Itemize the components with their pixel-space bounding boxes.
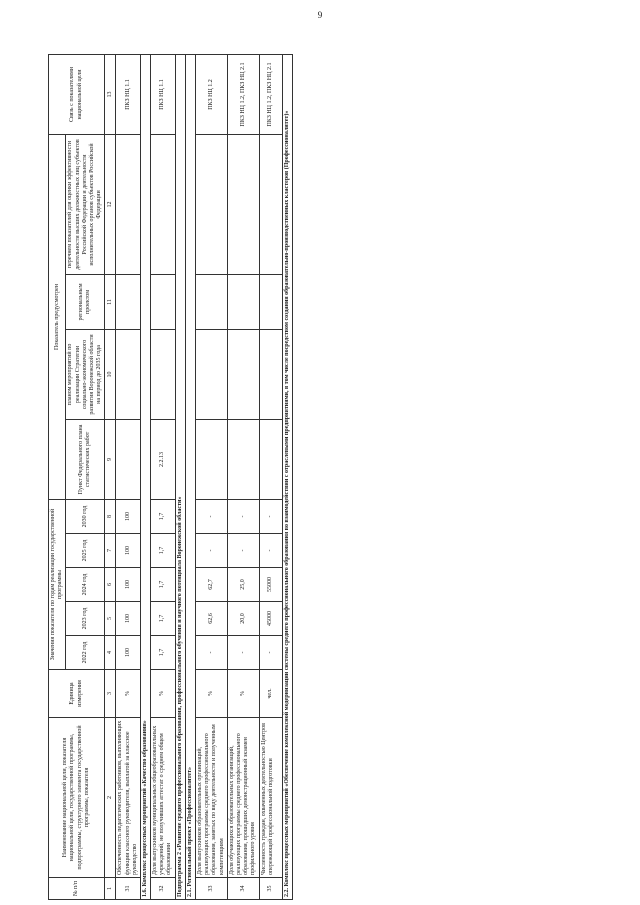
row-c12 <box>151 134 176 274</box>
row-value-2022: - <box>227 636 259 670</box>
year-2022: 2022 год <box>66 636 105 670</box>
col-num: 8 <box>105 500 116 534</box>
row-unit: % <box>196 670 228 718</box>
col-num: 9 <box>105 420 116 500</box>
row-no: 35 <box>259 878 282 900</box>
section-title: 1.6. Комплекс процессных мероприятий «Качество образования» <box>140 54 150 899</box>
row-c9 <box>196 420 228 500</box>
row-value-2030: - <box>196 500 228 534</box>
table-row <box>116 54 141 899</box>
row-c10 <box>151 330 176 420</box>
table-row <box>151 54 176 899</box>
rotated-table-wrapper <box>48 55 578 900</box>
row-c13: ПКЗ НЦ 1.2, ПКЗ НЦ 2.1 <box>259 54 282 134</box>
row-value-2023: 45000 <box>259 602 282 636</box>
row-c9: 2.2.13 <box>151 420 176 500</box>
section-row <box>140 54 150 899</box>
table-row <box>259 54 282 899</box>
row-c9 <box>227 420 259 500</box>
col-no-header: № п/п <box>49 878 105 900</box>
col-values-header: Значения показателя по годам реализации государственной программы <box>49 500 66 670</box>
row-c12 <box>227 134 259 274</box>
row-value-2024: 55000 <box>259 568 282 602</box>
row-value-2030: - <box>259 500 282 534</box>
row-value-2030: 100 <box>116 500 141 534</box>
col-num: 3 <box>105 670 116 718</box>
row-unit: % <box>227 670 259 718</box>
col-num: 10 <box>105 330 116 420</box>
row-value-2025: - <box>259 534 282 568</box>
col10-header: планом мероприятий по реализации Стратегии социально-экономического развития Воронежской области на период до 2035 года <box>66 330 105 420</box>
col-num: 7 <box>105 534 116 568</box>
row-no: 34 <box>227 878 259 900</box>
col-num: 12 <box>105 134 116 274</box>
row-c12 <box>259 134 282 274</box>
col-indicator-header: Показатель предусмотрен <box>49 134 66 499</box>
year-2024: 2024 год <box>66 568 105 602</box>
col11-header: региональным проектом <box>66 275 105 330</box>
year-2025: 2025 год <box>66 534 105 568</box>
col-link-header: Связь с показателями национальной цели <box>49 54 105 134</box>
row-value-2022: 1,7 <box>151 636 176 670</box>
row-value-2023: 1,7 <box>151 602 176 636</box>
row-value-2023: 62,6 <box>196 602 228 636</box>
row-value-2024: 1,7 <box>151 568 176 602</box>
col-num: 2 <box>105 718 116 878</box>
col-num: 11 <box>105 275 116 330</box>
page-number: 9 <box>317 10 323 20</box>
row-value-2023: 100 <box>116 602 141 636</box>
row-c11 <box>227 275 259 330</box>
col-num: 1 <box>105 878 116 900</box>
row-value-2024: 25,0 <box>227 568 259 602</box>
header-row-1 <box>49 54 66 899</box>
row-c13: ПКЗ НЦ 1.2 <box>196 54 228 134</box>
row-no: 31 <box>116 878 141 900</box>
row-c10 <box>227 330 259 420</box>
table-row <box>227 54 259 899</box>
row-name: Обеспеченность педагогических работников, выполняющих функции классного руководителя, выплатой за классное руководство <box>116 718 141 878</box>
row-name: Доля выпускников муниципальных общеобразовательных учреждений, не получивших аттестат о среднем общем образовании <box>151 718 176 878</box>
row-value-2024: 62,7 <box>196 568 228 602</box>
row-c10 <box>259 330 282 420</box>
row-c12 <box>196 134 228 274</box>
row-c9 <box>116 420 141 500</box>
row-value-2022: - <box>259 636 282 670</box>
row-c11 <box>259 275 282 330</box>
indicators-table <box>48 54 293 900</box>
section-title: 2.2. Комплекс процессных мероприятий «Обеспечение комплексной модернизации системы среднего профессионального образования во взаимодействии с отраслевыми предприятиями, в том числе посредством создания образовательно-производственных кластеров (Профессионалитет)» <box>282 54 292 899</box>
row-no: 32 <box>151 878 176 900</box>
row-c13: ПКЗ НЦ 1.1 <box>116 54 141 134</box>
row-value-2025: 100 <box>116 534 141 568</box>
row-name: Численность граждан, охваченных деятельностью Центров опережающей профессиональной подготовки <box>259 718 282 878</box>
row-value-2025: 1,7 <box>151 534 176 568</box>
col-num: 6 <box>105 568 116 602</box>
row-c13: ПКЗ НЦ 1.2, ПКЗ НЦ 2.1 <box>227 54 259 134</box>
col-name-header: Наименование национальной цели, показателя национальной цели, государственной программы, подпрограммы, структурного элемента государственной программы, показателя <box>49 718 105 878</box>
row-c9 <box>259 420 282 500</box>
col-num: 13 <box>105 54 116 134</box>
rotated-table <box>48 55 578 900</box>
row-c13: ПКЗ НЦ 1.1 <box>151 54 176 134</box>
row-value-2024: 100 <box>116 568 141 602</box>
row-unit: % <box>151 670 176 718</box>
row-value-2025: - <box>196 534 228 568</box>
row-value-2022: - <box>196 636 228 670</box>
col-num: 4 <box>105 636 116 670</box>
col-num: 5 <box>105 602 116 636</box>
row-name: Доля выпускников образовательных организаций, реализующих программы среднего профессионального образования, занятых по виду деятельности и полученным компетенциям <box>196 718 228 878</box>
year-2030: 2030 год <box>66 500 105 534</box>
row-value-2022: 100 <box>116 636 141 670</box>
section-title: Подпрограмма 2 «Развитие среднего профессионального образования, профессионального обучения и научного потенциала Воронежской области» <box>175 54 185 899</box>
section-row <box>185 54 195 899</box>
row-no: 33 <box>196 878 228 900</box>
column-numbers-row <box>105 54 116 899</box>
row-name: Доля обучающихся образовательных организаций, реализующих программы среднего профессионального образования, прошедших демонстрационный экзамен профильного уровня <box>227 718 259 878</box>
row-c12 <box>116 134 141 274</box>
section-row <box>175 54 185 899</box>
row-c11 <box>116 275 141 330</box>
year-2023: 2023 год <box>66 602 105 636</box>
section-title: 2.1. Региональный проект «Профессионалитет» <box>185 54 195 899</box>
col12-header: перечнем показателей для оценки эффективности деятельности высших должностных лиц субъектов Российской Федерации и деятельности исполнительных органов субъектов Российской Федерации <box>66 134 105 274</box>
row-c10 <box>116 330 141 420</box>
row-c10 <box>196 330 228 420</box>
row-unit: чел. <box>259 670 282 718</box>
table-row <box>196 54 228 899</box>
row-unit: % <box>116 670 141 718</box>
col9-header: Пункт Федерального плана статистических работ <box>66 420 105 500</box>
row-c11 <box>151 275 176 330</box>
row-value-2023: 20,0 <box>227 602 259 636</box>
row-c11 <box>196 275 228 330</box>
row-value-2030: 1,7 <box>151 500 176 534</box>
row-value-2025: - <box>227 534 259 568</box>
col-unit-header: Единица измерения <box>49 670 105 718</box>
row-value-2030: - <box>227 500 259 534</box>
section-row <box>282 54 292 899</box>
